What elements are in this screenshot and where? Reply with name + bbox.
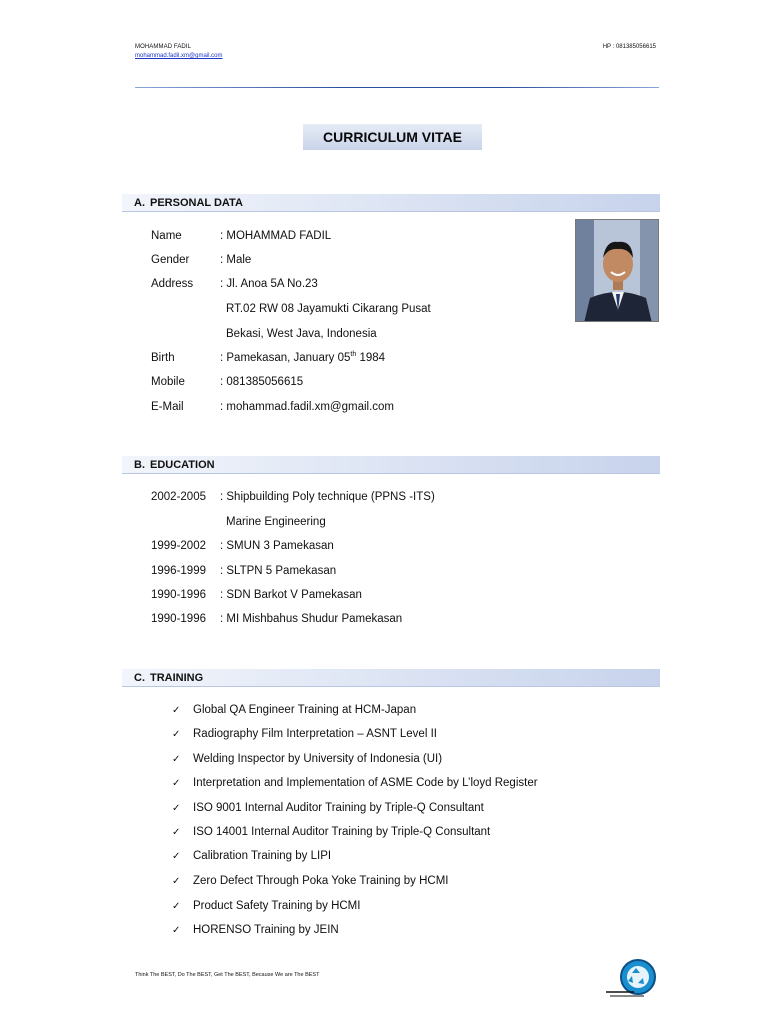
- personal-email-row: E-Mail : mohammad.fadil.xm@gmail.com: [151, 401, 394, 413]
- checkmark-icon: ✓: [172, 729, 181, 740]
- training-item: ✓ Interpretation and Implementation of ASME Code by L’loyd Register: [172, 777, 538, 789]
- training-item: ✓ Calibration Training by LIPI: [172, 850, 332, 862]
- training-item: ✓ HORENSO Training by JEIN: [172, 924, 339, 936]
- section-label: EDUCATION: [150, 458, 215, 471]
- section-letter: A.: [134, 196, 145, 209]
- training-item: ✓ Global QA Engineer Training at HCM-Japan: [172, 704, 417, 716]
- header-name: MOHAMMAD FADIL: [135, 44, 192, 50]
- header-phone: HP : 081385056615: [602, 44, 656, 50]
- personal-address-row: Address : Jl. Anoa 5A No.23: [151, 278, 318, 290]
- section-personal-data: [122, 194, 660, 212]
- education-row: 2002-2005 : Shipbuilding Poly technique (PPNS -ITS): [151, 491, 435, 503]
- section-label: PERSONAL DATA: [150, 196, 243, 209]
- checkmark-icon: ✓: [172, 901, 181, 912]
- checkmark-icon: ✓: [172, 754, 181, 765]
- profile-photo: [575, 219, 659, 322]
- personal-mobile-row: Mobile : 081385056615: [151, 376, 304, 388]
- checkmark-icon: ✓: [172, 851, 181, 862]
- education-row: 1996-1999 : SLTPN 5 Pamekasan: [151, 565, 337, 577]
- personal-gender-row: Gender : Male: [151, 254, 252, 266]
- training-item: ✓ Radiography Film Interpretation – ASNT Level II: [172, 728, 437, 740]
- checkmark-icon: ✓: [172, 925, 181, 936]
- personal-birth-row: Birth : Pamekasan, January 05th 1984: [151, 351, 386, 364]
- section-training: [122, 669, 660, 687]
- training-item: ✓ Zero Defect Through Poka Yoke Training by HCMI: [172, 875, 449, 887]
- checkmark-icon: ✓: [172, 803, 181, 814]
- section-letter: B.: [134, 458, 145, 471]
- education-row-continuation: Marine Engineering: [226, 516, 326, 528]
- recycle-logo-icon: [604, 956, 660, 998]
- person-icon: [576, 220, 659, 322]
- document-title-box: [303, 124, 482, 150]
- checkmark-icon: ✓: [172, 876, 181, 887]
- education-row: 1999-2002 : SMUN 3 Pamekasan: [151, 540, 334, 552]
- checkmark-icon: ✓: [172, 778, 181, 789]
- checkmark-icon: ✓: [172, 827, 181, 838]
- section-education: [122, 456, 660, 474]
- personal-address-line2: RT.02 RW 08 Jayamukti Cikarang Pusat: [226, 303, 431, 315]
- header-divider: [135, 87, 659, 88]
- document-title: CURRICULUM VITAE: [323, 129, 462, 145]
- checkmark-icon: ✓: [172, 705, 181, 716]
- section-label: TRAINING: [150, 671, 204, 684]
- footer-motto: Think The BEST, Do The BEST, Get The BEST, Because We are The BEST: [135, 972, 320, 978]
- personal-name-row: Name : MOHAMMAD FADIL: [151, 230, 332, 242]
- header-email-link[interactable]: mohammad.fadil.xm@gmail.com: [135, 53, 223, 59]
- training-item: ✓ ISO 14001 Internal Auditor Training by Triple-Q Consultant: [172, 826, 491, 838]
- section-letter: C.: [134, 671, 145, 684]
- training-item: ✓ ISO 9001 Internal Auditor Training by Triple-Q Consultant: [172, 802, 484, 814]
- education-row: 1990-1996 : SDN Barkot V Pamekasan: [151, 589, 362, 601]
- training-item: ✓ Product Safety Training by HCMI: [172, 900, 361, 912]
- personal-address-line3: Bekasi, West Java, Indonesia: [226, 328, 377, 340]
- education-row: 1990-1996 : MI Mishbahus Shudur Pamekasan: [151, 613, 403, 625]
- training-item: ✓ Welding Inspector by University of Indonesia (UI): [172, 753, 443, 765]
